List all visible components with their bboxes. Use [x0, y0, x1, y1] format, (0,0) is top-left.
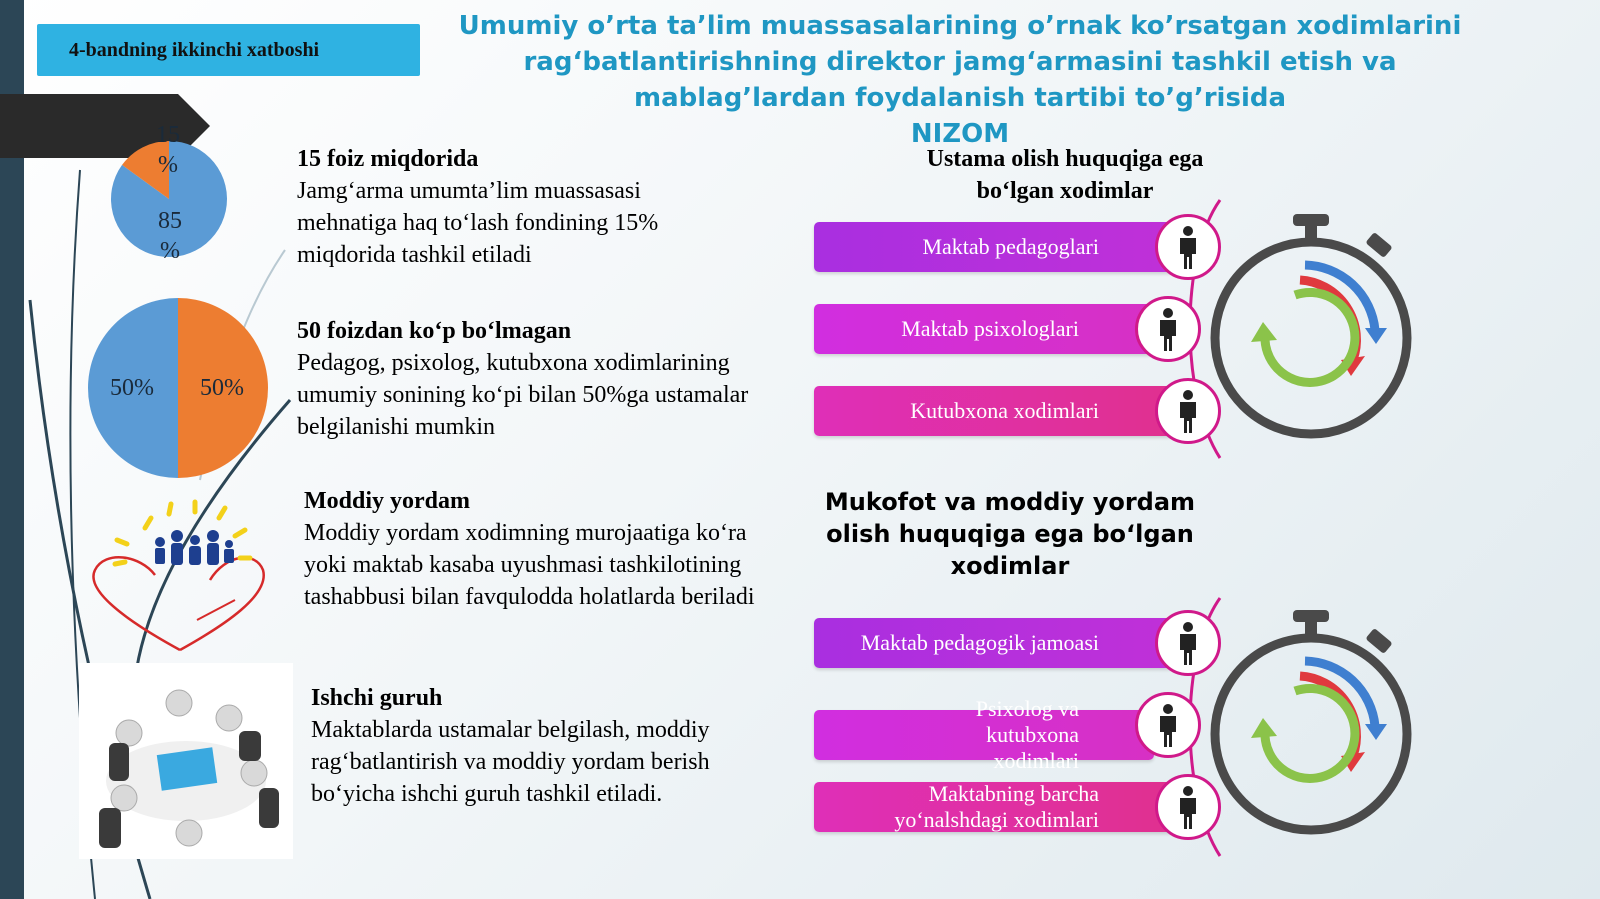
section-50-percent	[297, 315, 797, 443]
section-title: Moddiy yordam	[304, 488, 471, 514]
section-body: Moddiy yordam xodimning murojaatiga ko‘ra yoki maktab kasaba uyushmasi tashkilotining tashabbusi bilan favqulodda holatlarda beriladi	[304, 520, 755, 610]
section-body: Jamg‘arma umumta’lim muassasasi mehnatiga haq to‘lash fondining 15% miqdorida tashkil etiladi	[297, 178, 659, 268]
pill-barcha-xodimlar	[814, 782, 1174, 832]
meeting-people-icon	[79, 663, 293, 859]
section-title: Ishchi guruh	[311, 685, 443, 711]
section-body: Pedagog, psixolog, kutubxona xodimlarining umumiy sonining ko‘pi bilan 50%ga ustamalar belgilanishi mumkin	[297, 350, 749, 440]
stopwatch-icon	[1205, 210, 1415, 440]
pill-label: Maktabning barcha yo‘nalshdagi xodimlari	[894, 781, 1099, 832]
right-bottom-heading: Mukofot va moddiy yordam olish huquqiga ega bo‘lgan xodimlar	[824, 488, 1196, 580]
pill-label: Maktab pedagogik jamoasi	[860, 630, 1099, 655]
section-tag: 4-bandning ikkinchi xatboshi	[37, 24, 420, 76]
section-title: 50 foizdan ko‘p bo‘lmagan	[297, 318, 572, 344]
section-title: 15 foiz miqdorida	[297, 146, 479, 172]
section-body: Maktablarda ustamalar belgilash, moddiy rag‘batlantirish va moddiy yordam berish bo‘yicha ishchi guruh tashkil etiladi.	[311, 717, 710, 807]
pie1-small-label: 15 %	[156, 122, 180, 178]
pill-label: Psixolog va kutubxona xodimlari	[975, 696, 1079, 773]
page-title	[430, 8, 1490, 152]
pill-maktab-pedagoglari	[814, 222, 1174, 272]
pie2-right-label: 50%	[200, 375, 244, 401]
stopwatch-icon	[1205, 606, 1415, 836]
person-icon	[1135, 296, 1201, 362]
pill-label: Kutubxona xodimlari	[910, 398, 1099, 423]
right-top-heading: Ustama olish huquqiga ega bo‘lgan xodimlar	[926, 146, 1204, 204]
pill-psixolog-kutubxona	[814, 696, 1154, 773]
pie1-large-label: 85 %	[158, 208, 182, 264]
pie2-left-label: 50%	[110, 375, 154, 401]
title-nizom: NIZOM	[910, 119, 1010, 149]
person-icon	[1135, 692, 1201, 758]
family-heart-illustration	[85, 500, 275, 660]
pill-maktab-pedagogik-jamoasi	[814, 618, 1174, 668]
heart-icon	[93, 557, 263, 650]
pill-kutubxona-xodimlari	[814, 386, 1174, 436]
pill-label: Maktab psixologlari	[901, 316, 1079, 341]
family-icon	[155, 530, 234, 565]
pill-maktab-psixologlari	[814, 304, 1154, 354]
pill-label: Maktab pedagoglari	[922, 234, 1099, 259]
title-text: Umumiy o’rta ta’lim muassasalarining o’rnak ko’rsatgan xodimlarini rag‘batlantirishning direktor jamg‘armasini tashkil etish va mablag’lardan foydalanish tartibi to’g’risida	[458, 11, 1462, 113]
section-moddiy-yordam	[304, 485, 804, 613]
section-15-percent	[297, 143, 797, 271]
section-ishchi-guruh	[311, 682, 811, 810]
